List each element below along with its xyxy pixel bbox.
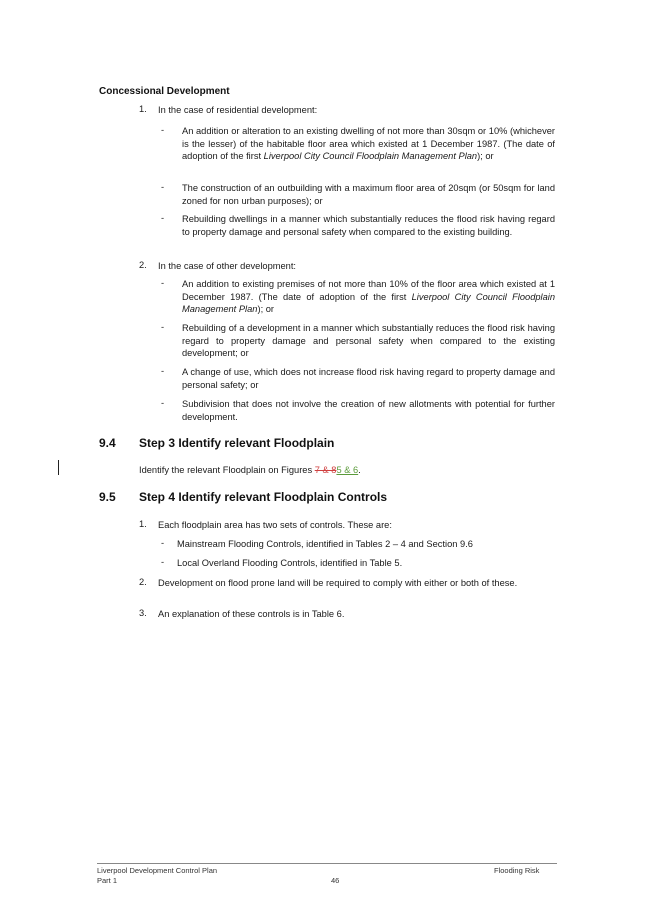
list-number: 2. xyxy=(139,260,147,270)
inserted-text: 5 & 6 xyxy=(336,465,359,475)
bullet-marker: - xyxy=(161,398,165,408)
bullet-text: Mainstream Flooding Controls, identified in Tables 2 – 4 and Section 9.6 xyxy=(177,539,473,549)
section-number: 9.5 xyxy=(99,490,116,504)
bullet-marker: - xyxy=(161,278,165,288)
deleted-text: 7 & 8 xyxy=(314,465,337,475)
bullet-text: Subdivision that does not involve the creation of new allotments with potential for further development. xyxy=(182,399,555,422)
bullet-text: Local Overland Flooding Controls, identified in Table 5. xyxy=(177,558,403,568)
bullet-marker: - xyxy=(161,366,165,376)
footer-section: Flooding Risk xyxy=(494,866,540,875)
footer-part: Part 1 xyxy=(97,876,118,885)
bullet-marker: - xyxy=(161,538,165,548)
list-number: 1. xyxy=(139,519,147,529)
bullet-text: The construction of an outbuilding with a maximum floor area of 20sqm (or 50sqm for land zoned for non urban purposes); or xyxy=(182,183,555,206)
list-number: 1. xyxy=(139,104,147,114)
list-item-text: Development on flood prone land will be required to comply with either or both of these. xyxy=(158,578,518,588)
subheading: Concessional Development xyxy=(99,86,230,97)
list-number: 3. xyxy=(139,608,147,618)
section-heading: Step 4 Identify relevant Floodplain Controls xyxy=(139,490,388,504)
change-bar xyxy=(58,460,59,475)
section-paragraph: Identify the relevant Floodplain on Figures 7 & 85 & 6. xyxy=(139,465,361,475)
bullet-marker: - xyxy=(161,125,165,135)
bullet-text: Rebuilding dwellings in a manner which substantially reduces the flood risk having regard to property damage and personal safety when compared to the existing building. xyxy=(182,214,555,237)
bullet-marker: - xyxy=(161,557,165,567)
bullet-marker: - xyxy=(161,322,165,332)
section-number: 9.4 xyxy=(99,436,116,450)
bullet-marker: - xyxy=(161,213,165,223)
footer-title: Liverpool Development Control Plan xyxy=(97,866,218,875)
bullet-marker: - xyxy=(161,182,165,192)
list-number: 2. xyxy=(139,577,147,587)
list-item-text: An explanation of these controls is in Table 6. xyxy=(158,609,345,619)
list-item-text: Each floodplain area has two sets of controls. These are: xyxy=(158,520,392,530)
bullet-text: Rebuilding of a development in a manner which substantially reduces the flood risk having regard to property damage and personal safety when compared to the existing development; or xyxy=(182,323,555,358)
list-item-text: In the case of other development: xyxy=(158,261,296,271)
footer-rule xyxy=(97,863,557,864)
section-heading: Step 3 Identify relevant Floodplain xyxy=(139,436,335,450)
page-number: 46 xyxy=(331,876,340,885)
list-item-text: In the case of residential development: xyxy=(158,105,318,115)
bullet-text: A change of use, which does not increase flood risk having regard to property damage and personal safety; or xyxy=(182,367,555,390)
bullet-text: An addition or alteration to an existing dwelling of not more than 30sqm or 10% (whichever is the lesser) of the habitable floor area which existed at 1 December 1987. (The date of adoption of the first Liverpool City Council Floodplain Management Plan); or xyxy=(182,126,555,161)
bullet-text: An addition to existing premises of not more than 10% of the floor area which existed at 1 December 1987. (The date of adoption of the first Liverpool City Council Floodplain Management Plan); or xyxy=(182,279,556,314)
